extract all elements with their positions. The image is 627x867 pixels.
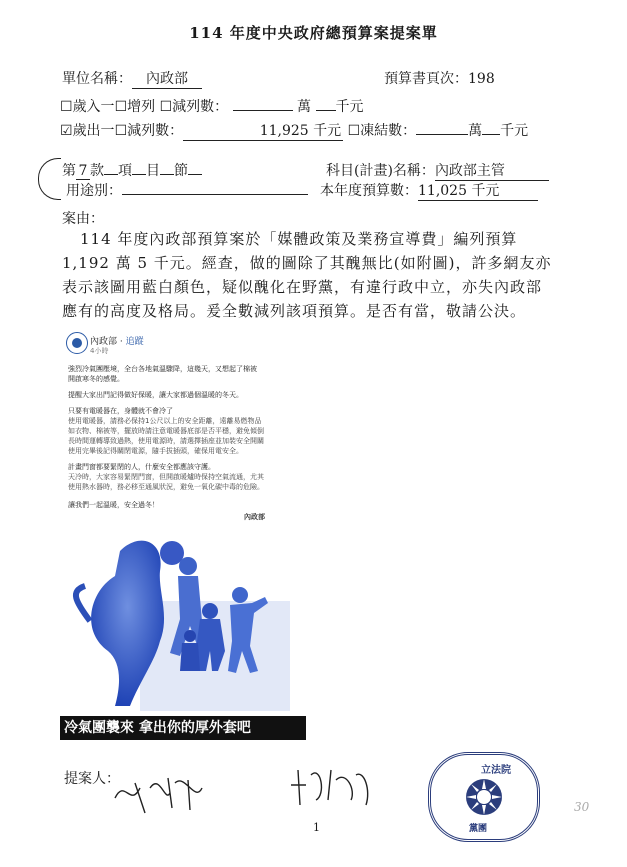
freeze-label: 凍結數： [360,123,417,139]
revenue-row [60,96,364,116]
unit-label: 單位名稱： [62,71,132,87]
attached-screenshot [60,326,292,736]
reduce-amount-label: 減列數： [172,99,229,115]
avatar [66,332,88,354]
post-line-4: 只要有電暖器在，身體就不會冷了 [68,407,173,415]
page-number: 1 [313,821,320,834]
seal-bottom-text: 黨團 [469,824,488,834]
expenditure-row [60,120,528,141]
usage-row [66,180,308,200]
mu-blank [132,174,146,175]
budget-page [384,68,495,88]
account-name: 內政部 · 追蹤 [90,337,144,347]
xiang-blank [104,174,118,175]
kuan-row [62,160,202,180]
expenditure-label: 歲出一 [72,123,115,139]
checkbox-reduce-revenue[interactable]: ☐ [159,99,173,115]
reduce-label: 減列數： [127,123,184,139]
usage-label: 用途別： [66,183,122,199]
kuan-prefix: 第 [62,163,76,179]
freeze-qian-blank [482,134,500,135]
qianyuan-unit: 千元 [335,99,364,115]
jie-label: 節 [174,163,188,179]
post-time: 4小時 [90,347,109,355]
unit-row [62,68,202,89]
account-name-text: 內政部 [90,337,118,347]
reason-line-1: 114 年度內政部預算案於「媒體政策及業務宣導費」編列預算 [80,230,518,248]
reduce-amount: 11,925 千元 [183,120,343,141]
year-budget-value: 11,025 千元 [418,180,538,201]
post-line-9: 計畫門窗都要緊閉的人，什麼安全都應該守護。 [68,463,215,471]
unit-value: 內政部 [132,68,202,89]
signature-1 [110,768,210,818]
year-budget-label: 本年度預算數： [320,183,418,199]
qian-blank [316,110,336,111]
checkbox-expenditure[interactable]: ☑ [60,123,73,139]
mu-label: 目 [146,163,160,179]
account-label: 科目(計畫)名稱： [326,163,435,179]
freeze-blank [416,134,468,135]
blue-figures-illustration [60,531,292,731]
emblem-icon [464,777,504,817]
revenue-label: 歲入一 [72,99,115,115]
account-row [326,160,549,181]
checkbox-revenue[interactable]: ☐ [60,99,73,115]
signature-2 [286,760,376,810]
increase-label: 增列 [127,99,156,115]
post-line-6: 如衣物、棉被等，擺放時請注意電暖器底部是否平穩，避免傾倒 [68,427,264,435]
ministry-logo: 內政部 [244,513,265,521]
post-line-2: 開啟寒冬的感覺。 [68,375,124,383]
freeze-wan: 萬 [468,123,483,139]
post-line-1: 強烈冷氣團壓境，全台各地氣溫驟降，這幾天，又想起了棉被 [68,365,257,373]
page-title: 114 年度中央政府總預算案提案單 [189,24,438,42]
reason-line-4: 應有的高度及格局。爰全數減列該項預算。是否有當，敬請公決。 [62,302,527,320]
bracket-mark [38,158,61,200]
usage-blank [122,194,308,195]
kuan-number: 7 [76,163,90,180]
reduce-blank [233,110,293,111]
post-line-11: 使用熱水器時，務必移至通風狀況，避免一氧化碳中毒的危險。 [68,483,264,491]
post-line-7: 長時間運轉導致過熱，使用電源時，請選擇插座並加裝安全開關 [68,437,264,445]
seal-top-text: 立法院 [481,765,511,776]
reason-line-3: 表示該圖用藍白顏色，疑似醜化在野黨，有違行政中立，亦失內政部 [62,278,543,296]
proposer-label: 提案人： [64,771,120,787]
checkbox-increase[interactable]: ☐ [114,99,128,115]
freeze-qianyuan: 千元 [500,123,529,139]
reason-line-2: 1,192 萬 5 千元。經查，做的圖除了其醜無比(如附圖)，許多網友亦 [62,254,552,272]
checkbox-reduce[interactable]: ☐ [114,123,128,139]
account-value: 內政部主管 [435,160,549,181]
checkbox-freeze[interactable]: ☐ [347,123,361,139]
post-line-5: 使用電暖器，請務必保持1公尺以上的安全距離，遠離易燃物品 [68,417,262,425]
handwritten-note: 30 [574,800,590,814]
post-line-12: 讓我們一起溫暖，安全過冬！ [68,501,159,509]
budget-page-label: 預算書頁次： [384,71,468,87]
year-budget-row [320,180,538,201]
official-seal [428,752,540,842]
jie-end-blank [188,174,202,175]
reason-label: 案由： [62,211,104,227]
post-line-3: 提醒大家出門記得做好保暖，讓大家都過個溫暖的冬天。 [68,391,243,399]
xiang-label: 項 [118,163,132,179]
kuan-label: 款 [90,163,104,179]
jie-blank [160,174,174,175]
image-caption: 冷氣團襲來 拿出你的厚外套吧 [60,716,306,740]
follow-link[interactable]: 追蹤 [125,337,144,347]
post-line-8: 使用完畢後記得關閉電源，隨手拔插頭，確保用電安全。 [68,447,243,455]
budget-page-value: 198 [468,71,495,87]
post-line-10: 天冷時，大家容易緊閉門窗，但開啟暖爐時保持空氣流通，尤其 [68,473,264,481]
wan-unit: 萬 [297,99,312,115]
